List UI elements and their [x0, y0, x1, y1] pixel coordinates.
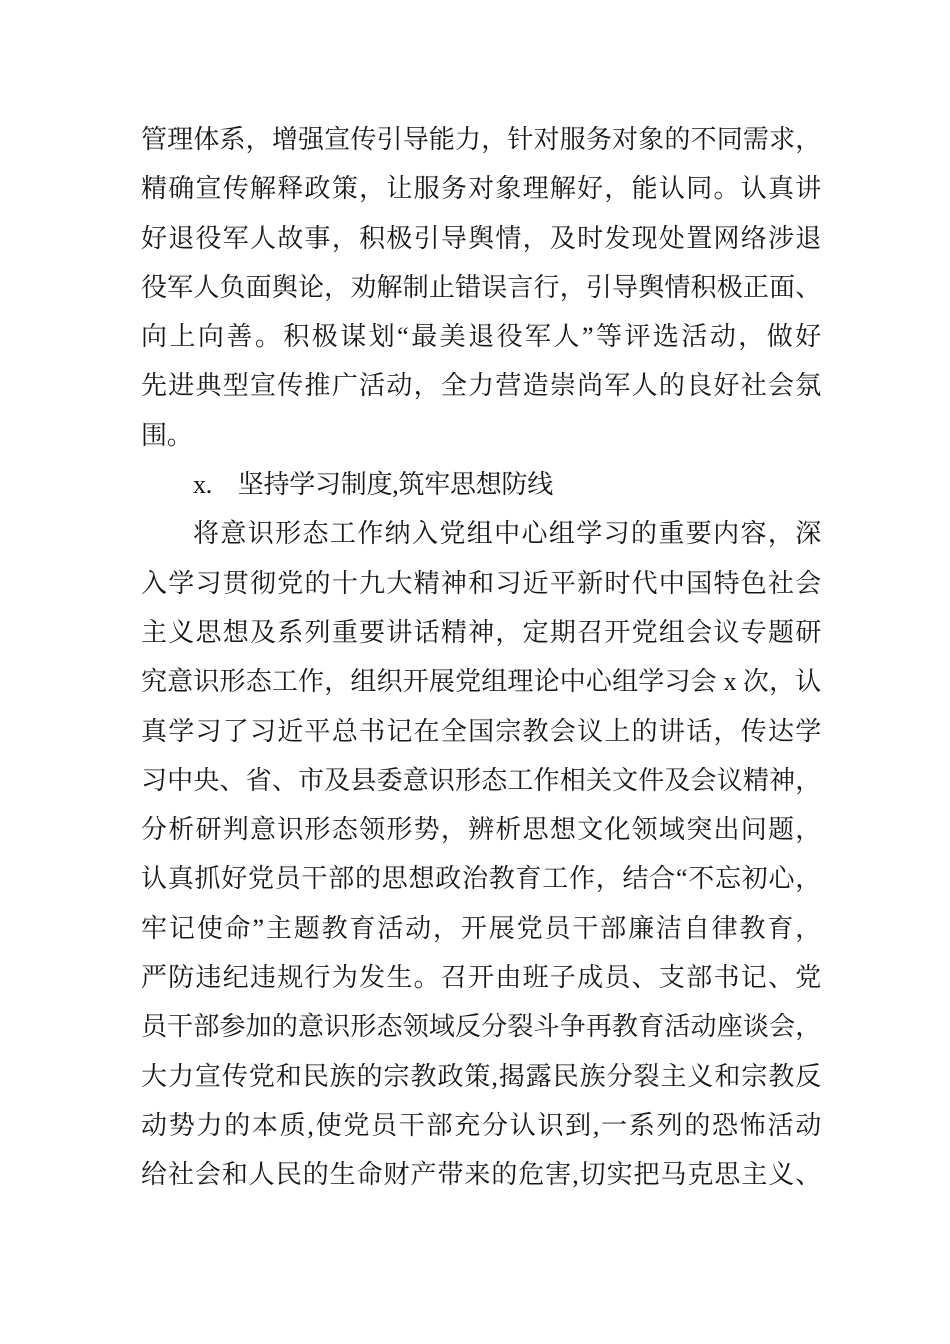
text-line: 究意识形态工作，组织开展党组理论中心组学习会 x 次，认	[141, 667, 821, 697]
text-line: 役军人负面舆论，劝解制止错误言行，引导舆情积极正面、	[141, 272, 821, 302]
section-heading: x. 坚持学习制度,筑牢思想防线	[193, 470, 554, 500]
text-line: 精确宣传解释政策，让服务对象理解好，能认同。认真讲	[141, 174, 821, 204]
text-line: 好退役军人故事，积极引导舆情，及时发现处置网络涉退	[141, 223, 821, 253]
text-line: 认真抓好党员干部的思想政治教育工作，结合“不忘初心，	[141, 864, 821, 894]
text-line: 习中央、省、市及县委意识形态工作相关文件及会议精神，	[141, 765, 821, 795]
text-line: 将意识形态工作纳入党组中心组学习的重要内容，深	[193, 519, 821, 549]
text-line: 主义思想及系列重要讲话精神，定期召开党组会议专题研	[141, 617, 821, 647]
text-line: 先进典型宣传推广活动，全力营造崇尚军人的良好社会氛	[141, 371, 821, 401]
text-line: 牢记使命”主题教育活动，开展党员干部廉洁自律教育，	[141, 913, 821, 943]
text-line: 大力宣传党和民族的宗教政策,揭露民族分裂主义和宗教反	[141, 1061, 821, 1091]
text-block	[141, 115, 821, 1200]
text-line: 管理体系，增强宣传引导能力，针对服务对象的不同需求，	[141, 125, 821, 154]
text-line: 真学习了习近平总书记在全国宗教会议上的讲话，传达学	[141, 716, 821, 746]
text-line: 员干部参加的意识形态领域反分裂斗争再教育活动座谈会，	[141, 1012, 821, 1042]
text-line: 入学习贯彻党的十九大精神和习近平新时代中国特色社会	[141, 568, 821, 598]
text-line: 分析研判意识形态领形势，辨析思想文化领域突出问题，	[141, 815, 821, 845]
text-line: 给社会和人民的生命财产带来的危害,切实把马克思主义、	[141, 1160, 821, 1190]
text-line: 动势力的本质,使党员干部充分认识到,一系列的恐怖活动	[141, 1110, 821, 1140]
text-line: 向上向善。积极谋划“最美退役军人”等评选活动，做好	[141, 322, 821, 352]
text-line: 围。	[141, 420, 193, 450]
text-line: 严防违纪违规行为发生。召开由班子成员、支部书记、党	[141, 963, 821, 993]
